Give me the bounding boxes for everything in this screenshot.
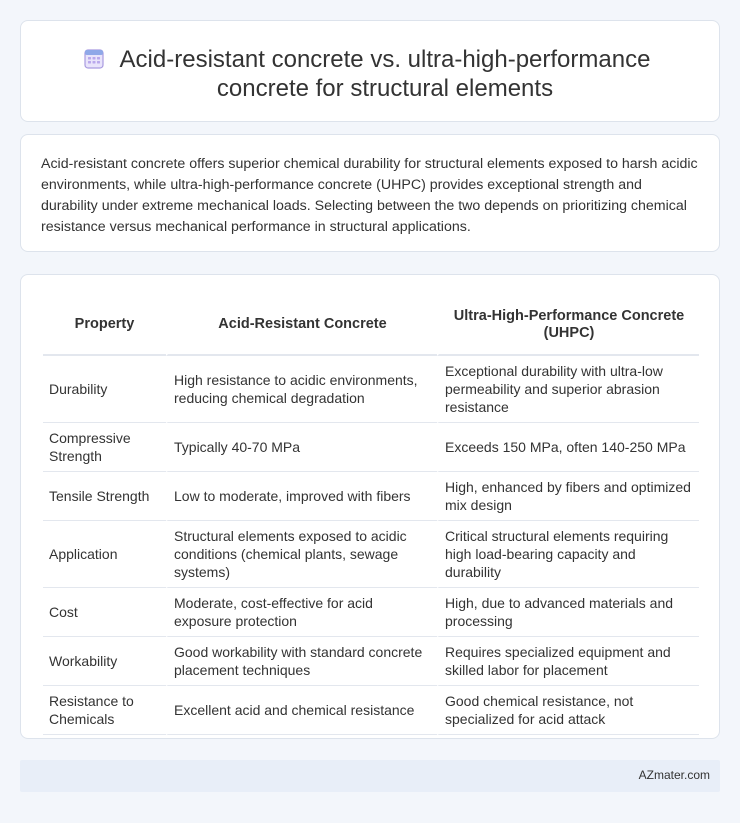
table-row (43, 472, 699, 521)
row-property: Application (43, 521, 166, 588)
row-uhpc-value: Good chemical resistance, not specialized for acid attack (437, 686, 699, 735)
row-uhpc-value: High, enhanced by fibers and optimized mix design (437, 472, 699, 521)
table-row (43, 686, 699, 735)
row-property: Compressive Strength (43, 423, 166, 472)
footer-brand[interactable]: AZmater.com (638, 768, 710, 782)
header-property: Property (43, 295, 166, 356)
row-property: Durability (43, 356, 166, 423)
row-property: Workability (43, 637, 166, 686)
row-acid-value: Low to moderate, improved with fibers (166, 472, 437, 521)
title-card (20, 20, 720, 122)
row-uhpc-value: Requires specialized equipment and skilled labor for placement (437, 637, 699, 686)
row-property: Resistance to Chemicals (43, 686, 166, 735)
table-row (43, 588, 699, 637)
intro-paragraph: Acid-resistant concrete offers superior chemical durability for structural elements exposed to harsh acidic environments, while ultra-high-performance concrete (UHPC) provides exceptional strength and durability under extreme mechanical loads. Selecting between the two depends on prioritizing chemical resistance versus mechanical performance in structural applications. (41, 156, 698, 235)
row-property: Tensile Strength (43, 472, 166, 521)
row-acid-value: Moderate, cost-effective for acid exposure protection (166, 588, 437, 637)
row-acid-value: Typically 40-70 MPa (166, 423, 437, 472)
header-acid-resistant: Acid-Resistant Concrete (166, 295, 437, 356)
table-row (43, 356, 699, 423)
table-row (43, 423, 699, 472)
table-header-row (43, 295, 699, 356)
page-title: Acid-resistant concrete vs. ultra-high-performance concrete for structural elements (119, 46, 651, 102)
intro-card (20, 134, 720, 252)
row-property: Cost (43, 588, 166, 637)
table-row (43, 521, 699, 588)
row-uhpc-value: Critical structural elements requiring high load-bearing capacity and durability (437, 521, 699, 588)
row-acid-value: Excellent acid and chemical resistance (166, 686, 437, 735)
footer-bar (20, 760, 720, 792)
comparison-table (43, 295, 699, 735)
row-uhpc-value: High, due to advanced materials and processing (437, 588, 699, 637)
row-uhpc-value: Exceeds 150 MPa, often 140-250 MPa (437, 423, 699, 472)
table-row (43, 637, 699, 686)
row-uhpc-value: Exceptional durability with ultra-low permeability and superior abrasion resistance (437, 356, 699, 423)
row-acid-value: Structural elements exposed to acidic conditions (chemical plants, sewage systems) (166, 521, 437, 588)
row-acid-value: High resistance to acidic environments, reducing chemical degradation (166, 356, 437, 423)
header-uhpc: Ultra-High-Performance Concrete (UHPC) (437, 295, 699, 356)
row-acid-value: Good workability with standard concrete placement techniques (166, 637, 437, 686)
comparison-card (20, 274, 720, 739)
